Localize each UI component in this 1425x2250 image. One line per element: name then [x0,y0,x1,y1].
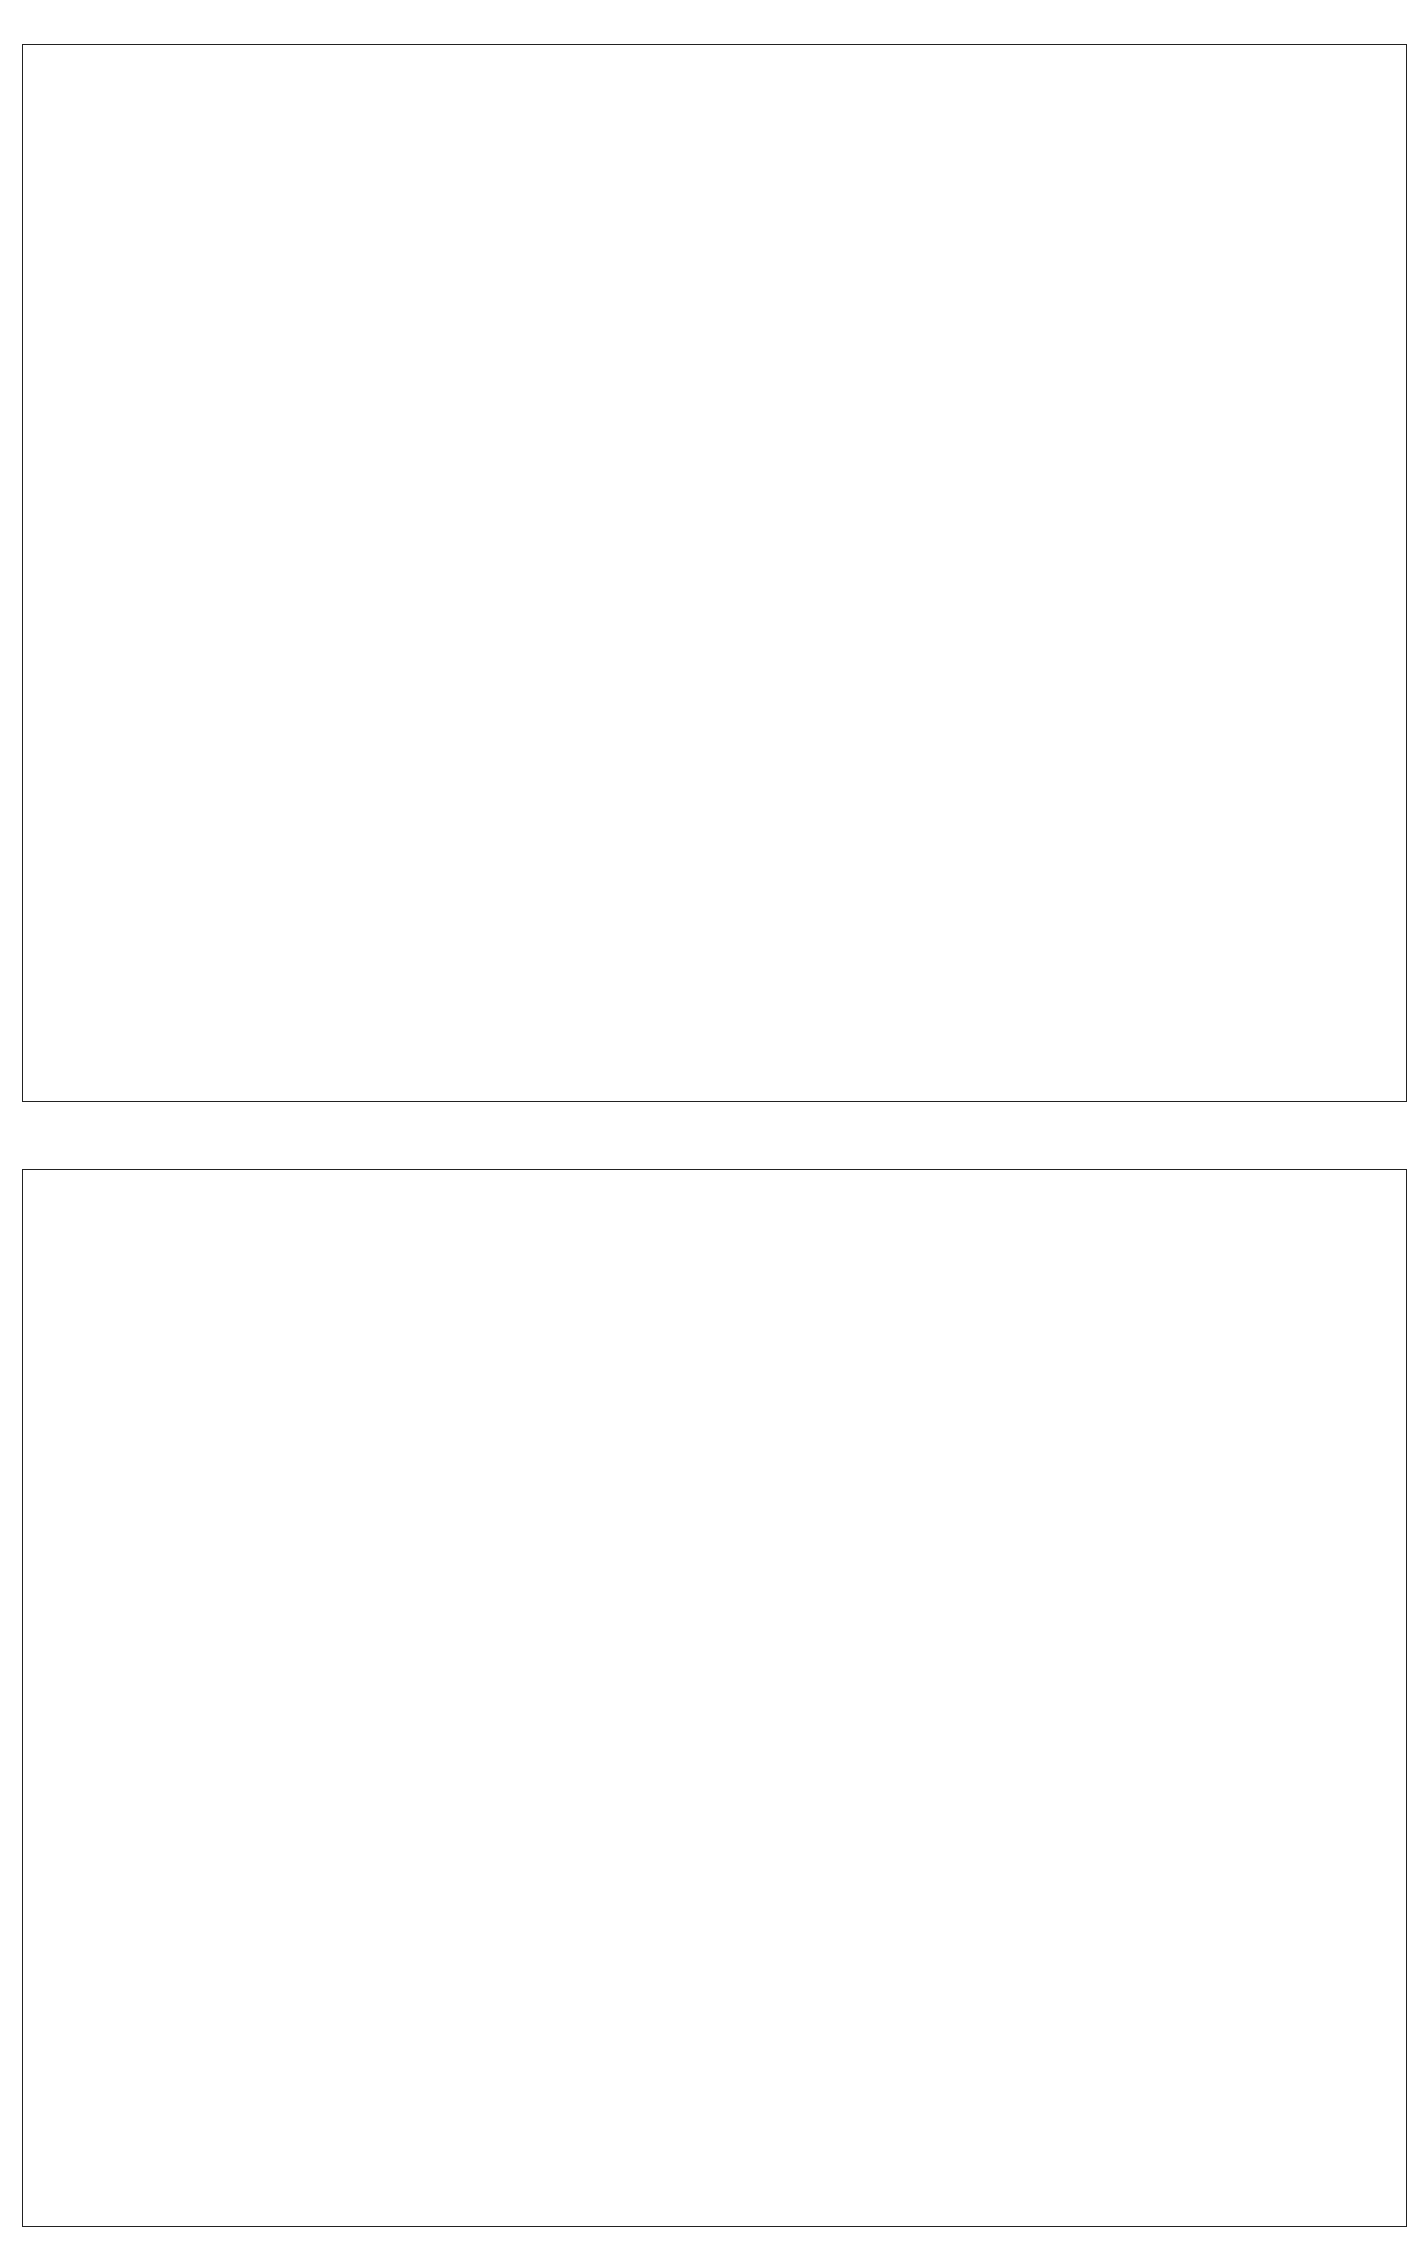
mercator-map-frame [22,44,1407,1102]
mercator-map [23,1170,1406,2226]
mercator-map [23,45,1406,1101]
mercator-map-frame [22,1169,1407,2227]
conjugate-footprints-panel [0,1125,1425,2250]
